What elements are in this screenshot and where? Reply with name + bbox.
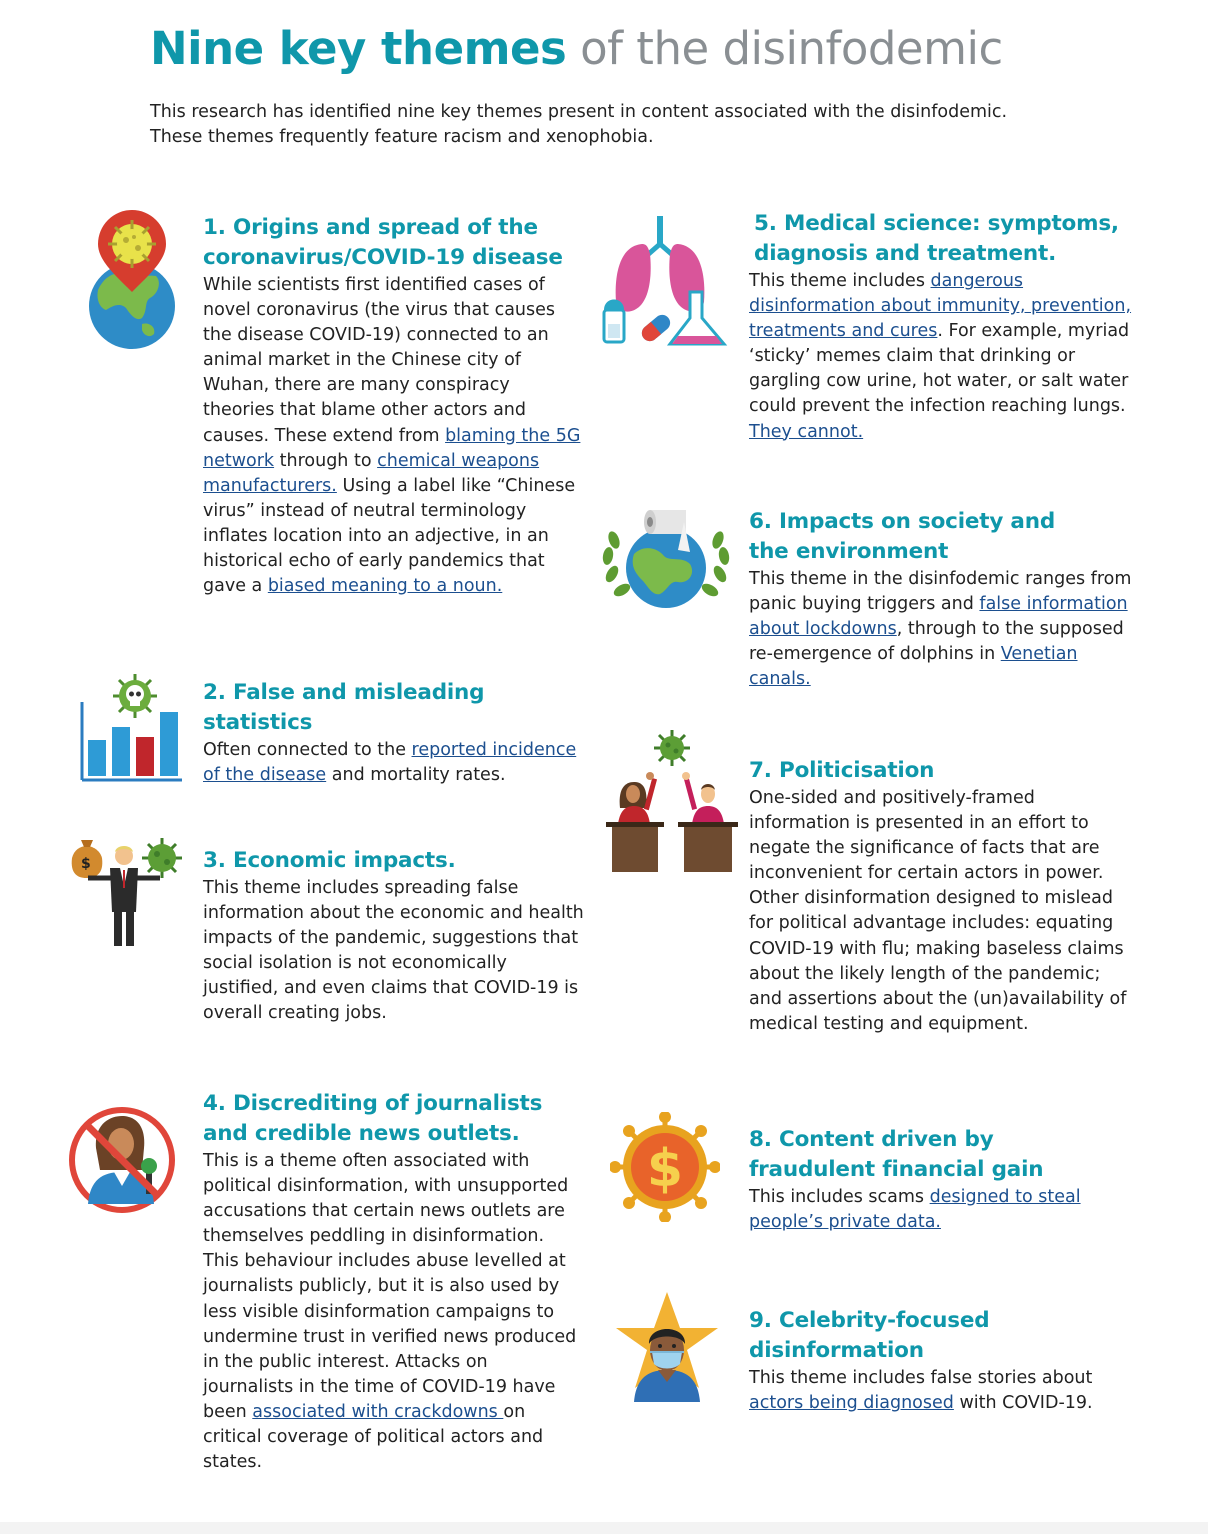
page-bottom-band <box>0 1522 1208 1534</box>
link-steal-private-data[interactable]: designed to steal people’s private data. <box>749 1187 1081 1233</box>
theme-4-body: This is a theme often associated with political disinformation, with unsupported accusations that certain news outlets are themselves peddling in disinformation. This behaviour includes abuse levelled at journalists publicly, but it is also used by less visible disinformation campaigns to undermine trust in verified news produced in the public interest. Attacks on journalists in the time of COVID-19 have been associated with crackdowns on critical coverage of political actors and states. <box>203 1151 577 1473</box>
theme-9-body: This theme includes false stories about actors being diagnosed with COVID-19. <box>749 1368 1093 1414</box>
theme-5-body: This theme includes dangerous disinformation about immunity, prevention, treatments and cures. For example, myriad ‘sticky’ memes claim that drinking or gargling cow urine, hot water, or salt water could prevent the infection reaching lungs. They cannot. <box>749 271 1132 442</box>
svg-text:$: $ <box>81 856 91 872</box>
title-rest: of the disinfodemic <box>566 22 1003 75</box>
politicians-podium-icon <box>604 728 742 874</box>
svg-text:$: $ <box>646 1139 684 1199</box>
theme-4 <box>203 1089 583 1475</box>
theme-3 <box>203 846 585 1027</box>
link-false-lockdowns[interactable]: false information about lockdowns <box>749 594 1128 640</box>
theme-8 <box>749 1125 1135 1235</box>
link-actors-diagnosed[interactable]: actors being diagnosed <box>749 1393 954 1414</box>
theme-1-heading: 1. Origins and spread of the coronavirus/COVID-19 disease <box>203 215 563 270</box>
theme-7-heading: 7. Politicisation <box>749 758 935 783</box>
link-chemical-weapons[interactable]: chemical weapons manufacturers. <box>203 450 540 496</box>
theme-5-heading: 5. Medical science: symptoms, diagnosis and treatment. <box>754 211 1119 266</box>
celebrity-star-mask-icon <box>614 1290 720 1402</box>
page-title <box>150 22 1003 75</box>
theme-6-heading: 6. Impacts on society and the environment <box>749 509 1056 564</box>
businessman-money-bag-virus-icon <box>64 834 184 950</box>
theme-2-heading: 2. False and misleading statistics <box>203 680 485 735</box>
theme-6 <box>749 507 1135 692</box>
link-blaming-5g[interactable]: blaming the 5G network <box>203 425 581 471</box>
theme-3-body: This theme includes spreading false information about the economic and health impacts of the pandemic, suggestions that social isolation is not economically justified, and even claims that COVID-19 is overall creating jobs. <box>203 878 584 1024</box>
theme-9-heading: 9. Celebrity-focused disinformation <box>749 1308 990 1363</box>
theme-2 <box>203 678 583 788</box>
bar-chart-virus-skull-icon <box>80 672 184 784</box>
link-reported-incidence[interactable]: reported incidence of the disease <box>203 740 577 786</box>
globe-location-pin-virus-icon <box>86 210 182 355</box>
link-dangerous-disinformation[interactable]: dangerous disinformation about immunity, prevention, treatments and cures <box>749 271 1132 342</box>
link-they-cannot[interactable]: They cannot. <box>749 421 864 442</box>
theme-4-heading: 4. Discrediting of journalists and credible news outlets. <box>203 1091 543 1146</box>
theme-6-body: This theme in the disinfodemic ranges from panic buying triggers and false information about lockdowns, through to the supposed re-emergence of dolphins in Venetian canals. <box>749 569 1132 690</box>
theme-5 <box>749 209 1135 445</box>
theme-2-body: Often connected to the reported incidence of the disease and mortality rates. <box>203 740 577 786</box>
intro-text: This research has identified nine key themes present in content associated with the disinfodemic. These themes frequently feature racism and xenophobia. <box>150 102 1008 147</box>
lungs-medicine-icon <box>598 214 734 350</box>
link-venetian-canals[interactable]: Venetian canals. <box>749 644 1078 690</box>
theme-7-body: One-sided and positively-framed information is presented in an effort to negate the significance of facts that are inconvenient for certain actors in power. Other disinformation designed to mislead for political advantage includes: equating COVID-19 with flu; making baseless claims about the likely length of the pandemic; and assertions about the (un)availability of medical testing and equipment. <box>749 788 1127 1034</box>
theme-1-body: While scientists first identified cases of novel coronavirus (the virus that causes the disease COVID-19) connected to an animal market in the Chinese city of Wuhan, there are many conspiracy theories that blame other actors and causes. These extend from blaming the 5G network through to chemical weapons manufacturers. Using a label like “Chinese virus” instead of neutral terminology inflates location into an adjective, in an historical echo of early pandemics that gave a biased meaning to a noun. <box>203 275 581 597</box>
theme-1 <box>203 213 585 599</box>
link-associated-crackdowns[interactable]: associated with crackdowns <box>252 1401 504 1422</box>
theme-8-body: This includes scams designed to steal people’s private data. <box>749 1187 1081 1233</box>
dollar-coin-virus-icon <box>610 1112 720 1222</box>
theme-8-heading: 8. Content driven by fraudulent financial gain <box>749 1127 1044 1182</box>
theme-7 <box>749 756 1135 1037</box>
title-bold: Nine key themes <box>150 22 567 75</box>
theme-3-heading: 3. Economic impacts. <box>203 848 456 873</box>
theme-9 <box>749 1306 1135 1416</box>
no-journalist-icon <box>66 1104 178 1216</box>
link-biased-meaning[interactable]: biased meaning to a noun. <box>267 576 503 597</box>
globe-laurel-toilet-paper-icon <box>598 504 734 614</box>
